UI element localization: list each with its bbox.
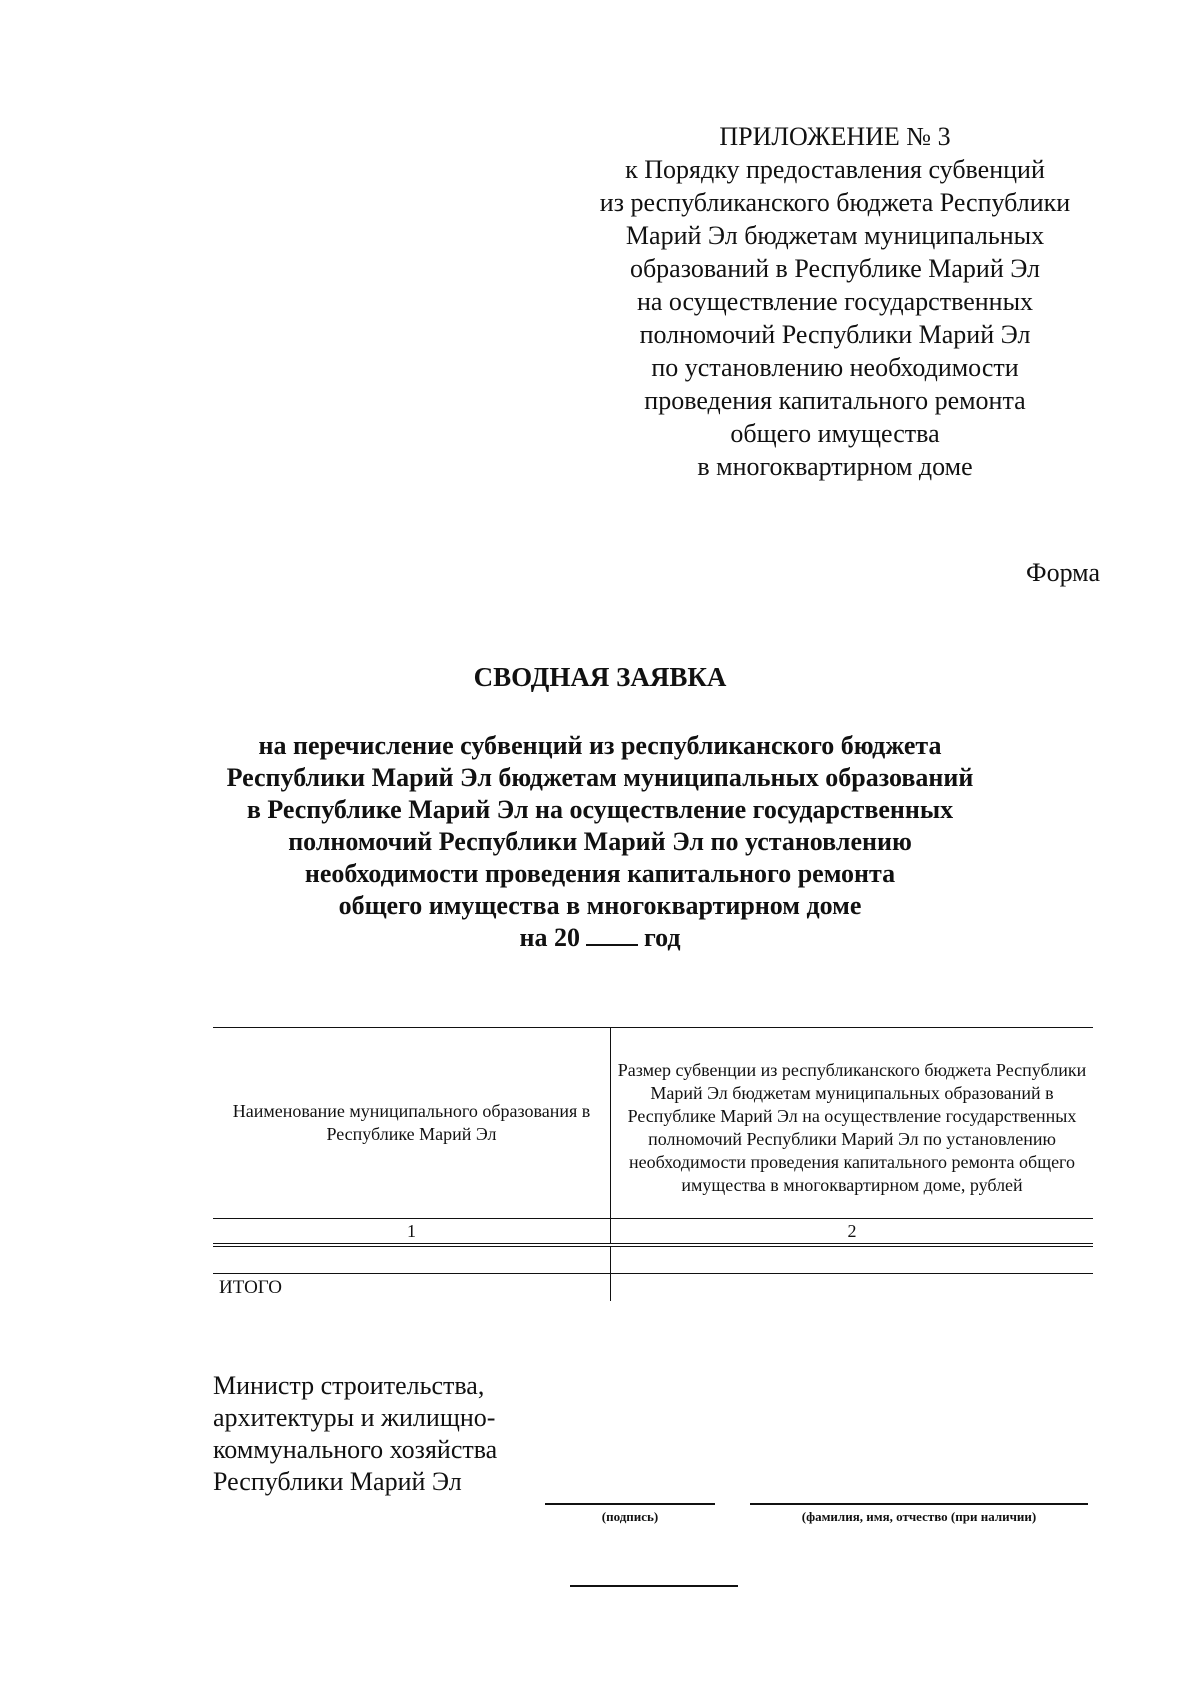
appendix-line: из республиканского бюджета Республики <box>599 188 1071 217</box>
column-number-2: 2 <box>611 1219 1094 1246</box>
subtitle-line: общего имущества в многоквартирном доме <box>338 891 862 920</box>
date-field[interactable] <box>570 1585 738 1587</box>
appendix-line: общего имущества <box>730 419 940 448</box>
total-amount-cell[interactable] <box>611 1274 1094 1302</box>
signature-caption: (подпись) <box>601 1509 659 1524</box>
appendix-line: образований в Республике Марий Эл <box>629 254 1041 283</box>
table-row <box>213 1245 1093 1274</box>
table-header-row <box>213 1028 1093 1219</box>
municipality-cell[interactable] <box>213 1245 611 1274</box>
form-label: Форма <box>1026 558 1100 587</box>
appendix-line: в многоквартирном доме <box>697 452 973 481</box>
signer-line: Республики Марий Эл <box>213 1467 462 1496</box>
subtitle-line: необходимости проведения капитального ремонта <box>304 859 896 888</box>
full-name-field[interactable] <box>750 1503 1088 1505</box>
signer-position <box>213 1370 497 1498</box>
header-subvention-amount: Размер субвенции из республиканского бюджета Республики Марий Эл бюджетам муниципальных образований в Республике Марий Эл на осуществление государственных полномочий Республики Марий Эл по установлению необходимости проведения капитального ремонта общего имущества в многоквартирном доме, рублей <box>611 1028 1094 1219</box>
signer-line: коммунального хозяйства <box>213 1435 498 1464</box>
appendix-line: проведения капитального ремонта <box>644 386 1026 415</box>
year-suffix: год <box>643 923 681 952</box>
column-number-row <box>213 1219 1093 1246</box>
signer-line: архитектуры и жилищно- <box>213 1403 496 1432</box>
appendix-line: полномочий Республики Марий Эл <box>639 320 1031 349</box>
amount-cell[interactable] <box>611 1245 1094 1274</box>
appendix-line: на осуществление государственных <box>636 287 1034 316</box>
header-municipality: Наименование муниципального образования в Республике Марий Эл <box>213 1028 611 1219</box>
year-line <box>160 922 1040 954</box>
appendix-line: ПРИЛОЖЕНИЕ № 3 <box>719 122 951 151</box>
total-label: ИТОГО <box>213 1274 611 1302</box>
subvention-table <box>213 1027 1093 1301</box>
subtitle-line: в Республике Марий Эл на осуществление государственных <box>246 795 954 824</box>
document-title: СВОДНАЯ ЗАЯВКА <box>473 662 727 692</box>
signer-line: Министр строительства, <box>213 1371 485 1400</box>
appendix-heading <box>560 120 1110 483</box>
full-name-caption: (фамилия, имя, отчество (при наличии) <box>801 1509 1037 1524</box>
appendix-line: Марий Эл бюджетам муниципальных <box>625 221 1045 250</box>
subtitle-line: на перечисление субвенций из республиканского бюджета <box>258 731 942 760</box>
subtitle-line: Республики Марий Эл бюджетам муниципальных образований <box>226 763 974 792</box>
document-subtitle <box>160 730 1040 954</box>
signature-field[interactable] <box>545 1503 715 1505</box>
appendix-line: по установлению необходимости <box>651 353 1019 382</box>
subtitle-line: полномочий Республики Марий Эл по установлению <box>288 827 912 856</box>
year-blank-field[interactable] <box>586 922 638 946</box>
column-number-1: 1 <box>213 1219 611 1246</box>
appendix-line: к Порядку предоставления субвенций <box>625 155 1045 184</box>
total-row <box>213 1274 1093 1302</box>
year-prefix: на 20 <box>519 923 580 952</box>
